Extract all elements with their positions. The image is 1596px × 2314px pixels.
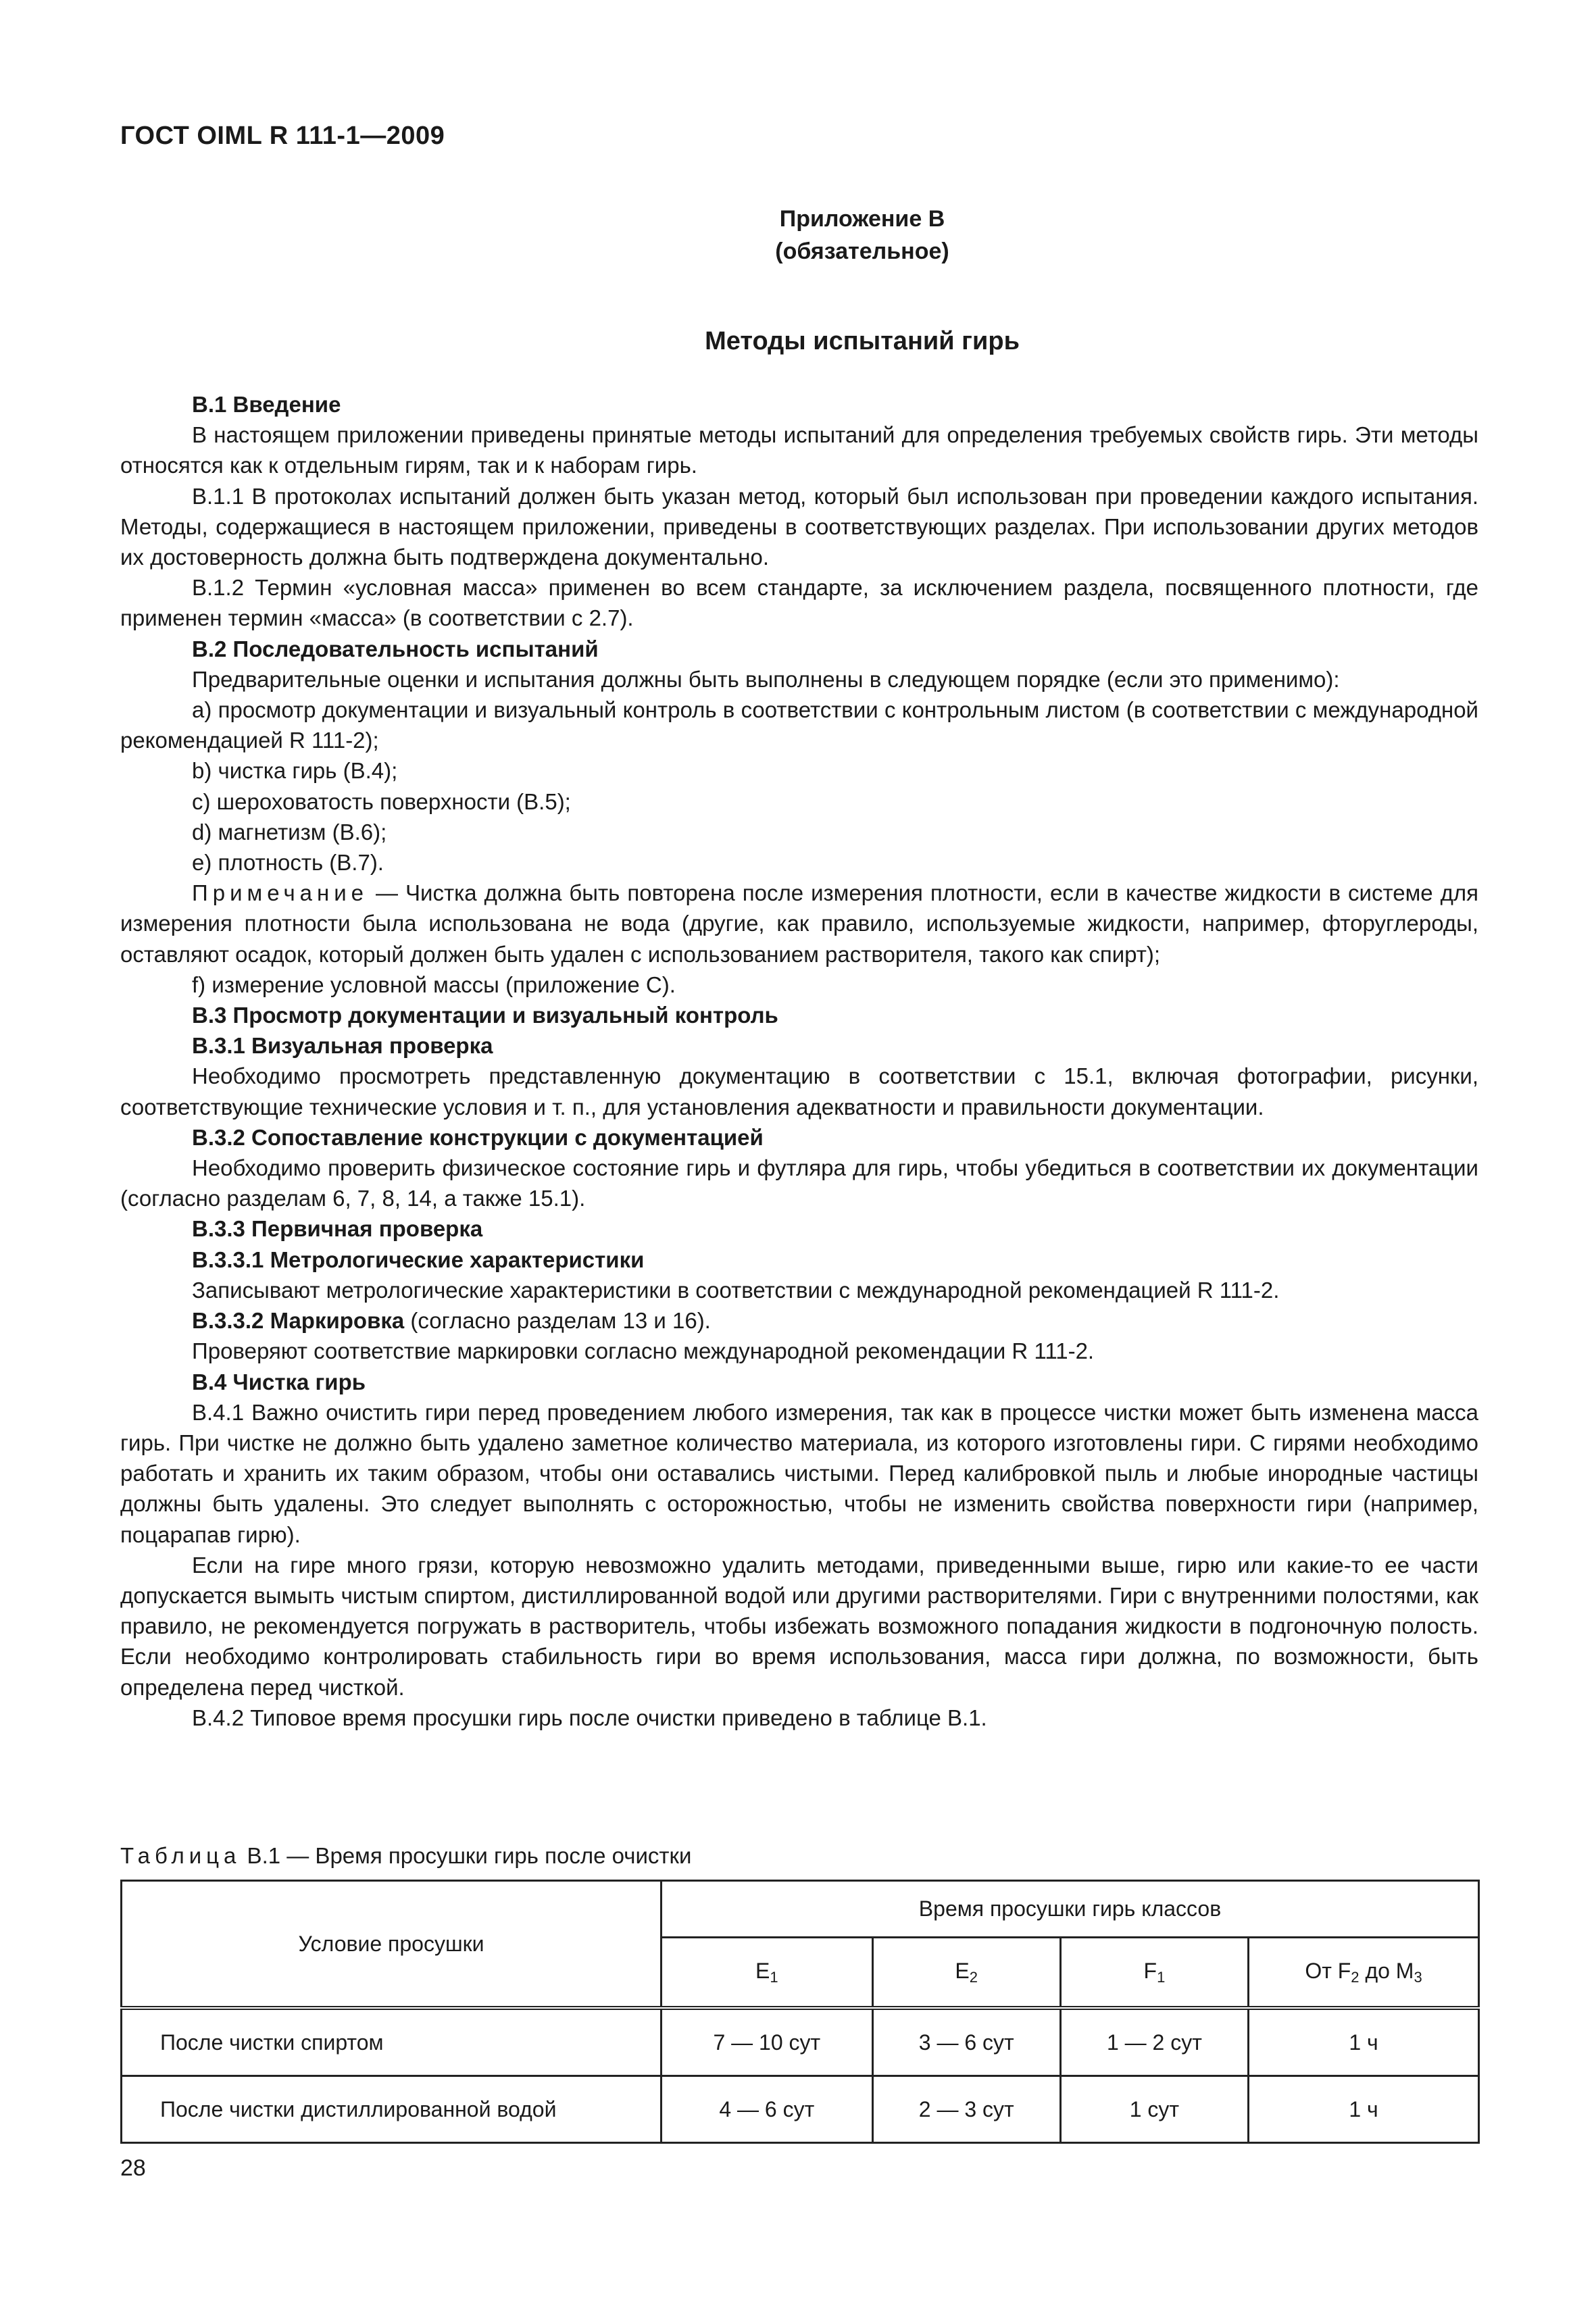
heading-b3-3-2-label: В.3.3.2 Маркировка <box>192 1308 405 1334</box>
paragraph-b1-2: В.1.2 Термин «условная масса» применен во всем стандарте, за исключением раздела, посвященного плотности, где применен термин «масса» (в соответствии с 2.7). <box>120 575 1478 631</box>
table-cell: 4 — 6 сут <box>662 2076 873 2143</box>
table-row <box>122 2008 1479 2076</box>
condition-header: Условие просушки <box>122 1881 662 2009</box>
table-cell: 7 — 10 сут <box>662 2008 873 2076</box>
section-title: Методы испытаний гирь <box>705 327 1020 355</box>
paragraph-b3-3-1: Записывают метрологические характеристики в соответствии с международной рекомендацией R 111-2. <box>192 1277 1280 1303</box>
list-item-b2-b: b) чистка гирь (В.4); <box>192 758 398 784</box>
drying-time-table <box>120 1880 1480 2144</box>
heading-b3-3-2-tail: (согласно разделам 13 и 16). <box>404 1308 711 1334</box>
table-cell: 1 сут <box>1060 2076 1248 2143</box>
note <box>120 878 1478 970</box>
paragraph-b3-1: Необходимо просмотреть представленную документацию в соответствии с 15.1, включая фотографии, рисунки, соответствующие технические условия и т. п., для установления адекватности и правильности документации. <box>120 1063 1478 1120</box>
class-header-e1: $E_1$ <box>662 1938 873 2008</box>
heading-b4: В.4 Чистка гирь <box>192 1369 366 1394</box>
table-cell: После чистки спиртом <box>122 2008 662 2076</box>
paragraph-b4-1b: Если на гире много грязи, которую невозможно удалить методами, приведенными выше, гирю или какие-то ее части допускается вымыть чистым спиртом, дистиллированной водой или другими растворителями. Гири с внутренними полостями, как правило, не рекомендуется погружать в растворитель, чтобы избежать возможного попадания жидкости в подгоночную полость. Если необходимо контролировать стабильность гири во время использования, масса гири должна, по возможности, быть определена перед чисткой. <box>120 1552 1478 1700</box>
class-header-e2: $E_2$ <box>872 1938 1060 2008</box>
heading-b3-3-1: В.3.3.1 Метрологические характеристики <box>192 1247 645 1272</box>
table-caption-text: В.1 — Время просушки гирь после очистки <box>241 1843 692 1868</box>
table-cell: 2 — 3 сут <box>872 2076 1060 2143</box>
table-caption <box>120 1843 691 1869</box>
class-group-header: Время просушки гирь классов <box>662 1881 1479 1938</box>
paragraph-b4-1: В.4.1 Важно очистить гири перед проведением любого измерения, так как в процессе чистки может быть изменена масса гирь. При чистке не должно быть удалено заметное количество материала, из которого изготовлены гири. С гирями необходимо работать и хранить их таким образом, чтобы они оставались чистыми. Перед калибровкой пыль и любые инородные частицы должны быть удалены. Это следует выполнять с осторожностью, чтобы не изменить свойства поверхности гири (например, поцарапав гирю). <box>120 1399 1478 1547</box>
heading-b3: В.3 Просмотр документации и визуальный контроль <box>192 1003 778 1028</box>
list-item-b2-d: d) магнетизм (В.6); <box>192 819 387 845</box>
paragraph-b3-3-2: Проверяют соответствие маркировки согласно международной рекомендации R 111-2. <box>192 1338 1095 1364</box>
table-cell: 1 — 2 сут <box>1060 2008 1248 2076</box>
table-cell: 3 — 6 сут <box>872 2008 1060 2076</box>
table-caption-label: Таблица <box>120 1843 241 1868</box>
heading-b3-1: В.3.1 Визуальная проверка <box>192 1033 493 1059</box>
paragraph-b1: В настоящем приложении приведены принятые методы испытаний для определения требуемых свойств гирь. Эти методы относятся как к отдельным гирям, так и к наборам гирь. <box>120 422 1478 478</box>
class-header-f1: $F_1$ <box>1060 1938 1248 2008</box>
annex-title: Приложение В <box>779 206 945 232</box>
note-label: Примечание <box>192 880 369 906</box>
table-cell: 1 ч <box>1249 2076 1479 2143</box>
paragraph-b1-1: В.1.1 В протоколах испытаний должен быть указан метод, который был использован при проведении каждого испытания. Методы, содержащиеся в настоящем приложении, приведены в соответствующих разделах. При использовании других методов их достоверность должна быть подтверждена документально. <box>120 483 1478 570</box>
list-item-b2-e: е) плотность (В.7). <box>192 850 384 876</box>
paragraph-b4-2: В.4.2 Типовое время просушки гирь после очистки приведено в таблице В.1. <box>192 1705 987 1730</box>
document-body <box>120 389 1478 1733</box>
annex-status: (обязательное) <box>775 238 949 264</box>
annex-heading <box>0 203 1596 268</box>
heading-b1: В.1 Введение <box>192 392 341 417</box>
heading-b3-3-2 <box>120 1305 1478 1336</box>
table-cell: После чистки дистиллированной водой <box>122 2076 662 2143</box>
heading-b3-2: В.3.2 Сопоставление конструкции с документацией <box>192 1124 764 1150</box>
paragraph-b2: Предварительные оценки и испытания должны быть выполнены в следующем порядке (если это применимо): <box>192 666 1340 692</box>
table-cell: 1 ч <box>1249 2008 1479 2076</box>
class-header-f2-m3: От $F_2$ до $M_3$ <box>1249 1938 1479 2008</box>
note-text: — Чистка должна быть повторена после измерения плотности, если в качестве жидкости в системе для измерения плотности была использована не вода (другие, как правило, используемые жидкости, например, фторуглероды, оставляют осадок, который должен быть удален с использованием растворителя, такого как спирт); <box>120 880 1478 967</box>
heading-b2: В.2 Последовательность испытаний <box>192 636 599 661</box>
list-item-b2-f: f) измерение условной массы (приложение С). <box>192 972 676 997</box>
table-row <box>122 2076 1479 2143</box>
page-number: 28 <box>120 2155 146 2181</box>
paragraph-b3-2: Необходимо проверить физическое состояние гирь и футляра для гирь, чтобы убедиться в соответствии их документации (согласно разделам 6, 7, 8, 14, а также 15.1). <box>120 1155 1478 1211</box>
heading-b3-3: В.3.3 Первичная проверка <box>192 1216 483 1242</box>
document-id: ГОСТ OIML R 111-1—2009 <box>120 122 445 150</box>
list-item-b2-c: с) шероховатость поверхности (В.5); <box>192 788 571 814</box>
list-item-b2-a: а) просмотр документации и визуальный контроль в соответствии с контрольным листом (в соответствии с международной рекомендацией R 111-2); <box>120 697 1478 753</box>
